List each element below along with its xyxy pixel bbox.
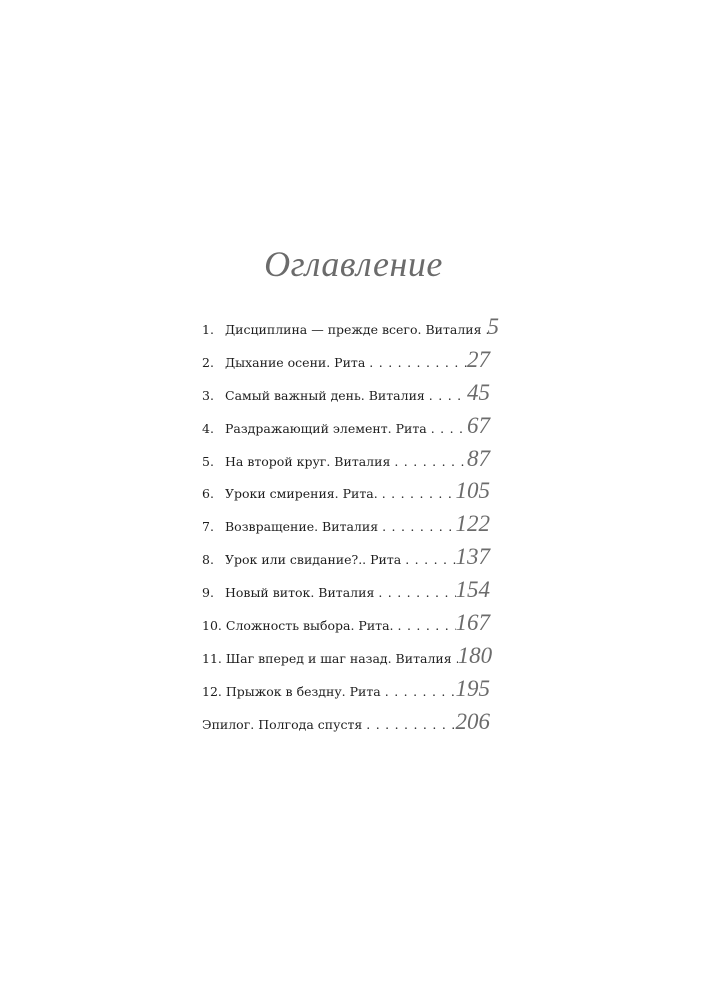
entry-number: 4. [202, 420, 214, 436]
entry-page-number: 206 [455, 708, 490, 734]
dot-leader [362, 717, 455, 732]
entry-number: 6. [202, 486, 214, 502]
entry-title: Возвращение. Виталия [225, 519, 379, 535]
entry-page-number: 167 [455, 610, 490, 636]
toc-entry[interactable] [202, 479, 490, 512]
toc-entry[interactable] [202, 414, 490, 447]
entry-title: Шаг вперед и шаг назад. Виталия [225, 650, 452, 666]
entry-page-number: 105 [455, 478, 490, 504]
entry-page-number: 5 [487, 314, 499, 339]
dot-leader [381, 684, 456, 699]
entry-title: Дыхание осени. Рита [225, 354, 366, 370]
toc-entry[interactable] [202, 710, 490, 743]
toc-entry[interactable] [202, 314, 499, 348]
entry-page-number: 195 [455, 675, 490, 701]
dot-leader [374, 585, 455, 600]
entry-page-number: 180 [457, 642, 493, 668]
entry-page-number: 154 [455, 577, 490, 603]
entry-title: Урок или свидание?.. Рита [225, 552, 402, 568]
entry-page-number: 122 [455, 511, 490, 537]
entry-page-number: 27 [467, 346, 490, 372]
entry-title: Раздражающий элемент. Рита [225, 420, 427, 436]
entry-number: 5. [202, 453, 214, 469]
table-of-contents [202, 314, 499, 743]
entry-title: Эпилог. Полгода спустя [202, 716, 363, 732]
dot-leader [378, 486, 456, 501]
toc-entry[interactable] [202, 512, 490, 545]
entry-title: Самый важный день. Виталия [225, 387, 425, 403]
entry-page-number: 137 [455, 544, 490, 570]
entry-number: 2. [202, 354, 214, 370]
entry-number: 12. [202, 683, 222, 699]
toc-entry[interactable] [202, 447, 490, 480]
toc-entry[interactable] [202, 578, 490, 611]
entry-title: Уроки смирения. Рита. [225, 486, 378, 502]
entry-title: На второй круг. Виталия [225, 453, 391, 469]
dot-leader [390, 454, 467, 469]
dot-leader [378, 519, 455, 534]
entry-page-number: 67 [467, 412, 490, 438]
entry-number: 9. [202, 585, 214, 601]
entry-title: Сложность выбора. Рита. [225, 618, 394, 634]
dot-leader [425, 388, 467, 403]
entry-number: 7. [202, 519, 214, 535]
entry-page-number: 87 [467, 445, 490, 471]
entry-title: Новый виток. Виталия [225, 585, 375, 601]
toc-entry[interactable] [202, 611, 490, 644]
dot-leader [427, 421, 467, 436]
entry-number: 3. [202, 387, 214, 403]
dot-leader [401, 552, 455, 567]
entry-page-number: 45 [467, 379, 490, 405]
toc-entry[interactable] [202, 677, 490, 710]
entry-number: 10. [202, 618, 222, 634]
toc-entry[interactable] [202, 348, 490, 381]
toc-heading: Оглавление [264, 244, 443, 284]
entry-title: Дисциплина — прежде всего. Виталия [225, 322, 482, 337]
toc-entry[interactable] [202, 642, 493, 677]
toc-entry[interactable] [202, 381, 490, 414]
entry-number: 11. [202, 650, 222, 666]
dot-leader [394, 618, 456, 633]
dot-leader [365, 355, 467, 370]
entry-title: Прыжок в бездну. Рита [225, 683, 381, 699]
entry-number: 8. [202, 552, 214, 568]
toc-entry[interactable] [202, 545, 490, 578]
entry-number: 1. [202, 322, 214, 337]
